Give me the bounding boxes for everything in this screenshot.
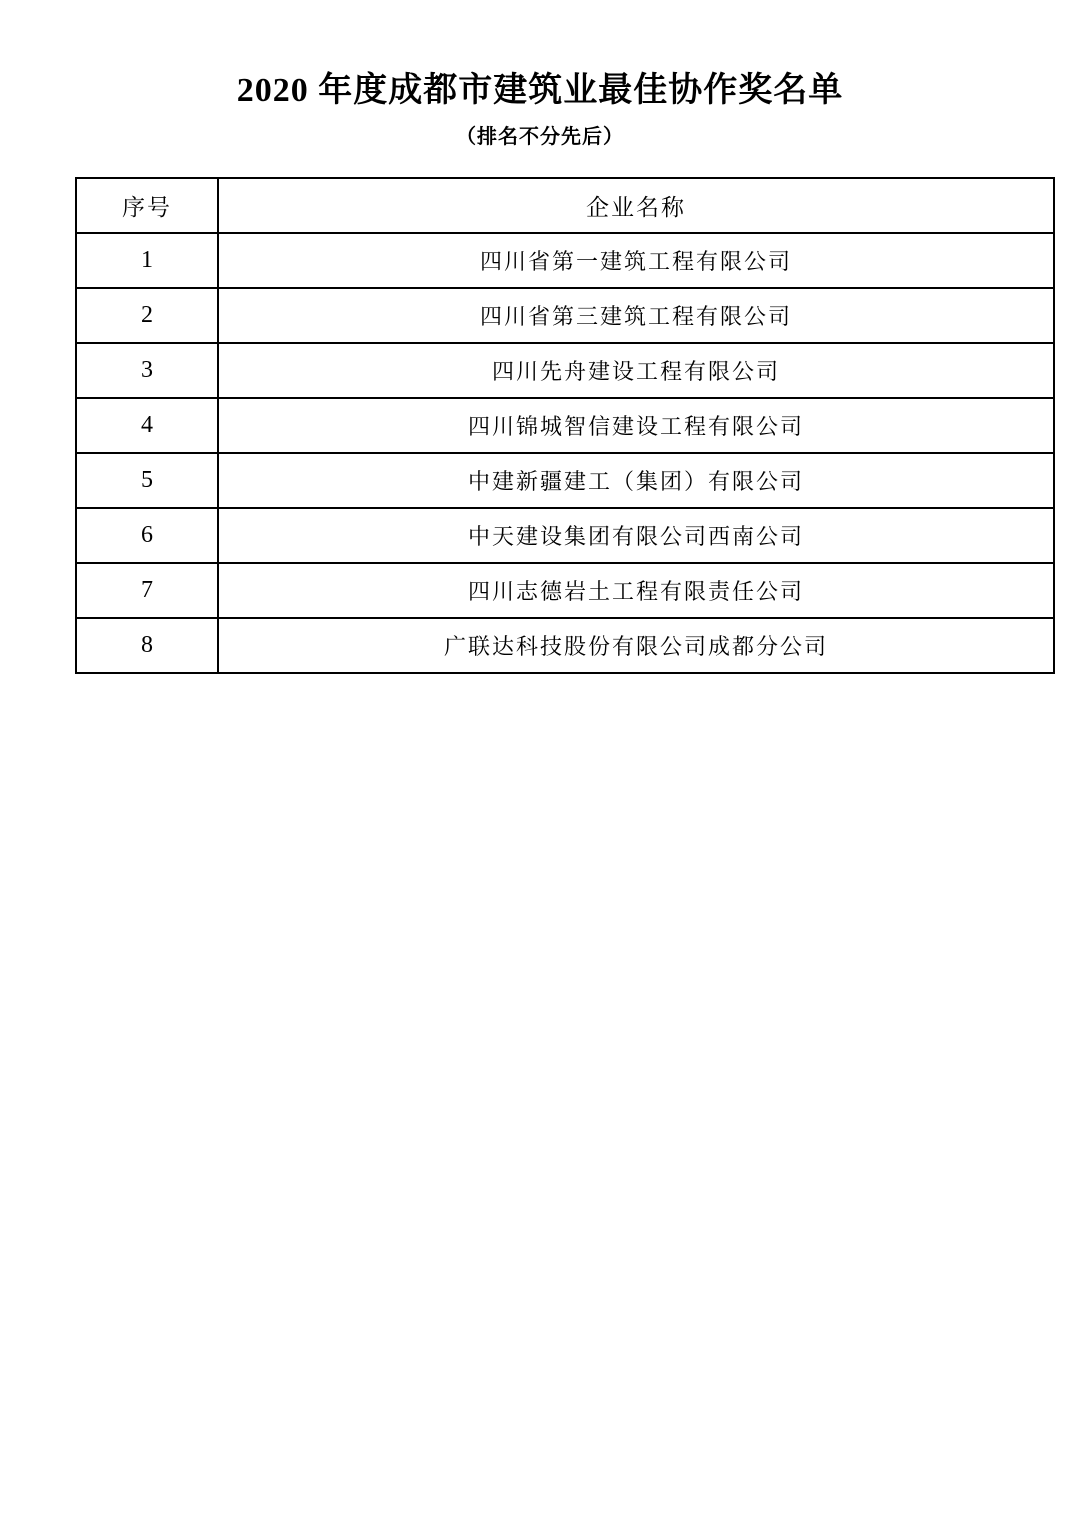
company-name: 四川省第三建筑工程有限公司 — [218, 288, 1054, 343]
award-table — [75, 177, 1055, 674]
company-name: 四川志德岩土工程有限责任公司 — [218, 563, 1054, 618]
table-row — [76, 618, 1054, 673]
row-index: 8 — [76, 618, 218, 673]
row-index: 7 — [76, 563, 218, 618]
company-name: 四川锦城智信建设工程有限公司 — [218, 398, 1054, 453]
company-name: 四川省第一建筑工程有限公司 — [218, 233, 1054, 288]
company-name: 四川先舟建设工程有限公司 — [218, 343, 1054, 398]
row-index: 4 — [76, 398, 218, 453]
document-subtitle: （排名不分先后） — [456, 126, 624, 148]
row-index: 6 — [76, 508, 218, 563]
header-company-name: 企业名称 — [218, 178, 1054, 233]
row-index: 1 — [76, 233, 218, 288]
table-row — [76, 343, 1054, 398]
table-row — [76, 233, 1054, 288]
header-index: 序号 — [76, 178, 218, 233]
table-row — [76, 563, 1054, 618]
row-index: 2 — [76, 288, 218, 343]
table-row — [76, 508, 1054, 563]
table-row — [76, 288, 1054, 343]
row-index: 5 — [76, 453, 218, 508]
table-row — [76, 398, 1054, 453]
company-name: 中建新疆建工（集团）有限公司 — [218, 453, 1054, 508]
row-index: 3 — [76, 343, 218, 398]
document-title: 2020 年度成都市建筑业最佳协作奖名单 — [236, 72, 844, 109]
table-row — [76, 453, 1054, 508]
company-name: 广联达科技股份有限公司成都分公司 — [218, 618, 1054, 673]
company-name: 中天建设集团有限公司西南公司 — [218, 508, 1054, 563]
table-header-row — [76, 178, 1054, 233]
